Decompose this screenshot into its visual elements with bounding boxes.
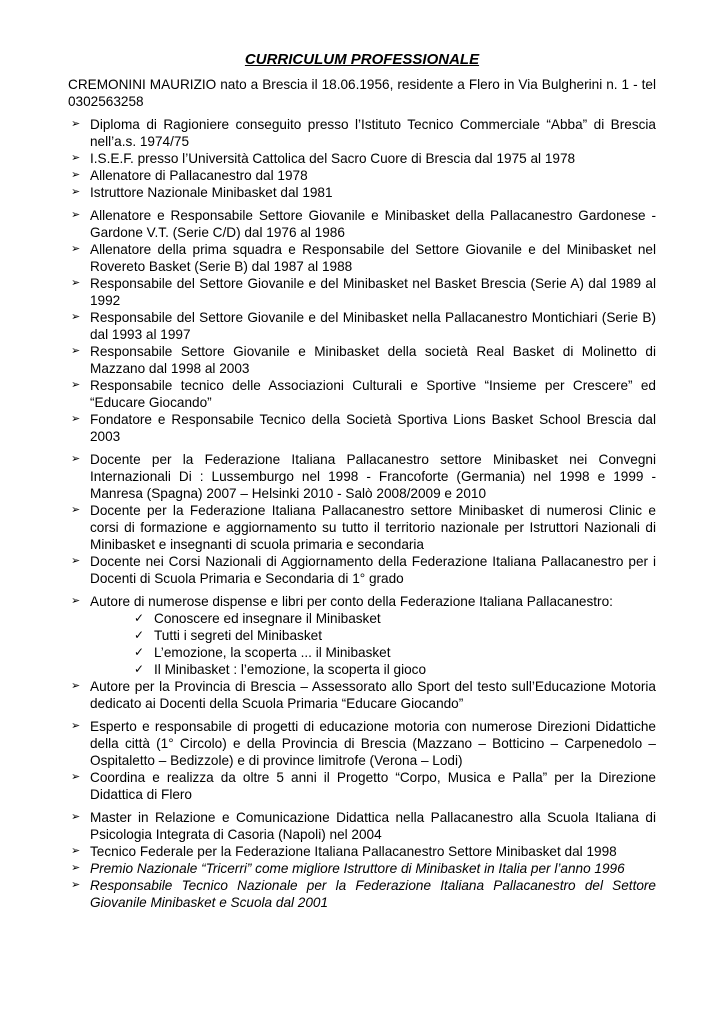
list-item: ➢ Esperto e responsabile di progetti di educazione motoria con numerose Direzioni Didattiche della città (1° Circolo) e della Provincia di Brescia (Mazzano – Botticino – Carpenedolo – Ospitaletto – Bedizzole) e di province limitrofe (Verona – Lodi) <box>71 719 656 768</box>
list-item: ➢ Responsabile del Settore Giovanile e del Minibasket nel Basket Brescia (Serie A) dal 1989 al 1992 <box>71 276 656 308</box>
book-item: ✓ Il Minibasket : l’emozione, la scoperta il gioco <box>134 662 427 677</box>
education-group <box>68 116 656 201</box>
cv-page <box>68 50 656 917</box>
arrow-bullet-icon: ➢ <box>71 243 81 255</box>
list-item: ➢ Docente per la Federazione Italiana Pallacanestro settore Minibasket nei Convegni Internazionali Di : Lussemburgo nel 1998 - Francoforte (Germania) nel 1998 e 1999 - Manresa (Spagna) 2007 – Helsinki 2010 - Salò 2008/2009 e 2010 <box>71 452 656 501</box>
list-item: ➢ Docente nei Corsi Nazionali di Aggiornamento della Federazione Italiana Pallacanestro per i Docenti di Scuola Primaria e Secondaria di 1° grado <box>71 554 656 586</box>
arrow-bullet-icon: ➢ <box>71 209 81 221</box>
list-item: ➢ Premio Nazionale “Tricerri” come migliore Istruttore di Minibasket in Italia per l’anno 1996 <box>71 861 625 876</box>
awards-group <box>68 809 656 911</box>
list-item: ➢ Autore per la Provincia di Brescia – Assessorato allo Sport del testo sull’Educazione Motoria dedicato ai Docenti della Scuola Primaria “Educare Giocando” <box>71 679 656 711</box>
arrow-bullet-icon: ➢ <box>71 555 81 567</box>
list-item: ➢ Istruttore Nazionale Minibasket dal 1981 <box>71 185 333 200</box>
arrow-bullet-icon: ➢ <box>71 118 81 130</box>
list-item: ➢ Master in Relazione e Comunicazione Didattica nella Pallacanestro alla Scuola Italiana di Psicologia Integrata di Casoria (Napoli) nel 2004 <box>71 810 656 842</box>
arrow-bullet-icon: ➢ <box>71 845 81 857</box>
list-item: ➢ I.S.E.F. presso l’Università Cattolica del Sacro Cuore di Brescia dal 1975 al 1978 <box>71 151 576 166</box>
arrow-bullet-icon: ➢ <box>71 811 81 823</box>
list-item: ➢ Responsabile del Settore Giovanile e del Minibasket nella Pallacanestro Montichiari (Serie B) dal 1993 al 1997 <box>71 310 656 342</box>
list-item: ➢ Fondatore e Responsabile Tecnico della Società Sportiva Lions Basket School Brescia dal 2003 <box>71 412 656 444</box>
arrow-bullet-icon: ➢ <box>71 277 81 289</box>
list-item: ➢ Responsabile tecnico delle Associazioni Culturali e Sportive “Insieme per Crescere” ed “Educare Giocando” <box>71 378 656 410</box>
arrow-bullet-icon: ➢ <box>71 879 81 891</box>
arrow-bullet-icon: ➢ <box>71 186 81 198</box>
page-title: CURRICULUM PROFESSIONALE <box>244 51 480 68</box>
book-item: ✓ Conoscere ed insegnare il Minibasket <box>134 611 381 626</box>
list-item: ➢ Autore di numerose dispense e libri per conto della Federazione Italiana Pallacanestro: <box>71 594 613 609</box>
list-item: ➢ Tecnico Federale per la Federazione Italiana Pallacanestro Settore Minibasket dal 1998 <box>71 844 617 859</box>
publications-group <box>68 593 656 712</box>
arrow-bullet-icon: ➢ <box>71 311 81 323</box>
list-item: ➢ Diploma di Ragioniere conseguito presso l’Istituto Tecnico Commerciale “Abba” di Brescia nell’a.s. 1974/75 <box>71 117 656 149</box>
arrow-bullet-icon: ➢ <box>71 152 81 164</box>
list-item: ➢ Responsabile Settore Giovanile e Minibasket della società Real Basket di Molinetto di Mazzano dal 1998 al 2003 <box>71 344 656 376</box>
projects-group <box>68 718 656 803</box>
arrow-bullet-icon: ➢ <box>71 720 81 732</box>
arrow-bullet-icon: ➢ <box>71 413 81 425</box>
coaching-group <box>68 207 656 445</box>
list-item: ➢ Allenatore della prima squadra e Responsabile del Settore Giovanile e del Minibasket nel Rovereto Basket (Serie B) dal 1987 al 1988 <box>71 242 656 274</box>
list-item: ➢ Coordina e realizza da oltre 5 anni il Progetto “Corpo, Musica e Palla” per la Direzione Didattica di Flero <box>71 770 656 802</box>
book-item: ✓ L’emozione, la scoperta ... il Minibasket <box>134 645 391 660</box>
arrow-bullet-icon: ➢ <box>71 169 81 181</box>
teaching-group <box>68 451 656 587</box>
checkmark-icon: ✓ <box>134 645 145 659</box>
arrow-bullet-icon: ➢ <box>71 862 81 874</box>
personal-info: CREMONINI MAURIZIO nato a Brescia il 18.06.1956, residente a Flero in Via Bulgherini n. 1 - tel 0302563258 <box>68 77 656 109</box>
list-item: ➢ Allenatore e Responsabile Settore Giovanile e Minibasket della Pallacanestro Gardonese - Gardone V.T. (Serie C/D) dal 1976 al 1986 <box>71 208 656 240</box>
checkmark-icon: ✓ <box>134 628 145 642</box>
list-item: ➢ Allenatore di Pallacanestro dal 1978 <box>71 168 308 183</box>
arrow-bullet-icon: ➢ <box>71 771 81 783</box>
checkmark-icon: ✓ <box>134 662 145 676</box>
book-item: ✓ Tutti i segreti del Minibasket <box>134 628 322 643</box>
arrow-bullet-icon: ➢ <box>71 595 81 607</box>
arrow-bullet-icon: ➢ <box>71 453 81 465</box>
arrow-bullet-icon: ➢ <box>71 379 81 391</box>
arrow-bullet-icon: ➢ <box>71 680 81 692</box>
arrow-bullet-icon: ➢ <box>71 504 81 516</box>
checkmark-icon: ✓ <box>134 611 145 625</box>
list-item: ➢ Responsabile Tecnico Nazionale per la Federazione Italiana Pallacanestro del Settore Giovanile Minibasket e Scuola dal 2001 <box>71 878 656 910</box>
list-item: ➢ Docente per la Federazione Italiana Pallacanestro settore Minibasket di numerosi Clinic e corsi di formazione e aggiornamento su tutto il territorio nazionale per Istruttori Nazionali di Minibasket e insegnanti di scuola primaria e secondaria <box>71 503 656 552</box>
arrow-bullet-icon: ➢ <box>71 345 81 357</box>
